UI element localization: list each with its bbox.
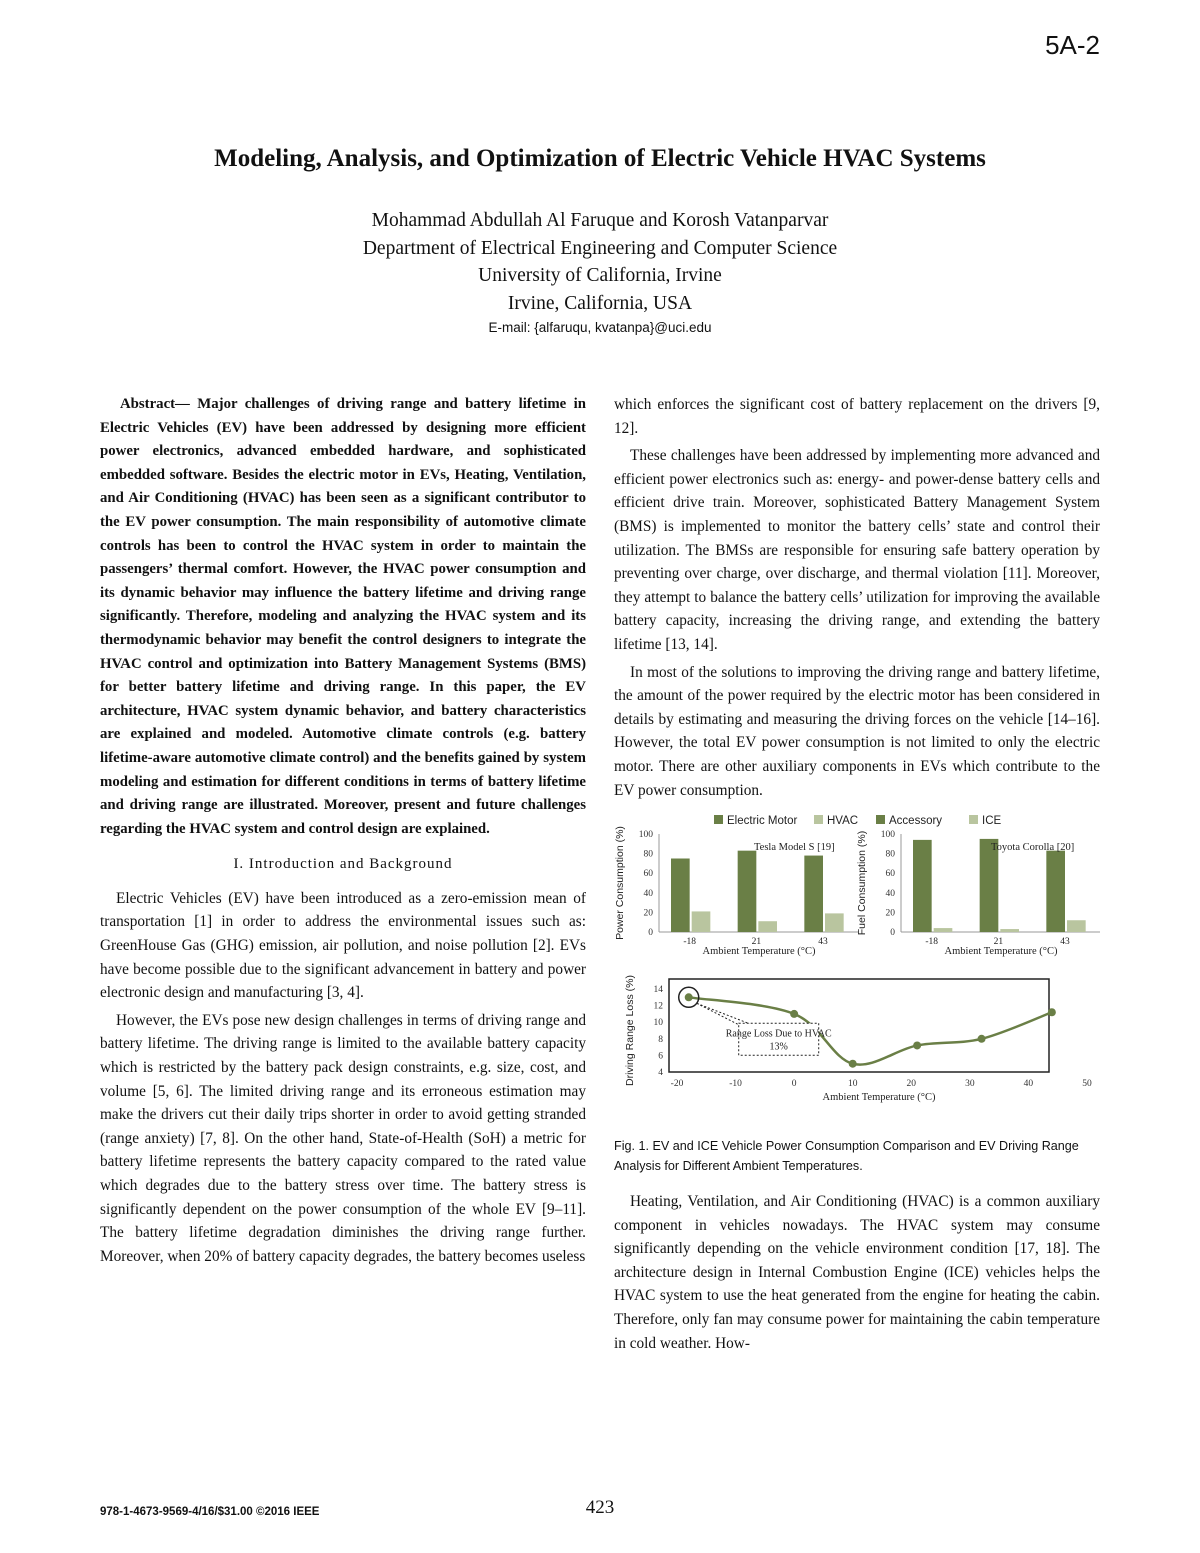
y-tick-label: 20 bbox=[885, 908, 895, 919]
x-tick-label: 0 bbox=[791, 1079, 797, 1090]
figure-1 bbox=[614, 812, 1100, 1132]
y-tick-label: 80 bbox=[643, 849, 653, 860]
y-tick-label: 6 bbox=[658, 1051, 663, 1062]
bar bbox=[913, 840, 932, 932]
body-paragraph: Heating, Ventilation, and Air Conditioning (HVAC) is a common auxiliary component in vehicles nowadays. The HVAC system may consume significantly depending on the vehicle environment condition [17, 18]. The architecture design in Internal Combustion Engine (ICE) vehicles helps the HVAC system to use the heat generated from the engine for heating the cabin. Therefore, only fan may consume power for maintaining the cabin temperature in cold weather. How- bbox=[614, 1193, 1100, 1352]
bar bbox=[825, 913, 844, 932]
x-tick-label: -20 bbox=[670, 1079, 684, 1090]
body-paragraph: However, the EVs pose new design challenges in terms of driving range and battery lifetime. The driving range is limited to the available battery capacity which is restricted by the battery pack design constraints, e.g. size, cost, and volume [5, 6]. The limited driving range and its erroneous estimation may make the drivers cut their daily trips shorter in order to avoid getting stranded (range anxiety) [7, 8]. On the other hand, State-of-Health (SoH) a metric for battery lifetime represents the battery capacity compared to the rated value which degrades due to the battery stress over time. The battery stress is significantly dependent on the power consumption of the whole EV [9–11]. The battery lifetime degradation diminishes the driving range further. Moreover, when 20% of battery capacity degrades, the battery becomes useless bbox=[100, 1011, 586, 1265]
page-number: 423 bbox=[585, 1497, 615, 1518]
bar bbox=[738, 851, 757, 932]
x-tick-label: -18 bbox=[925, 937, 939, 948]
isbn-footer: 978-1-4673-9569-4/16/$31.00 ©2016 IEEE bbox=[100, 1506, 320, 1518]
body-paragraph: which enforces the significant cost of battery replacement on the drivers [9, 12]. bbox=[614, 396, 1100, 437]
data-point bbox=[790, 1010, 798, 1018]
y-tick-label: 4 bbox=[658, 1068, 663, 1079]
legend-swatch bbox=[814, 815, 823, 824]
y-tick-label: 10 bbox=[653, 1018, 663, 1029]
annotation-text: Range Loss Due to HVAC bbox=[725, 1028, 832, 1040]
y-tick-label: 0 bbox=[648, 928, 653, 939]
bar bbox=[1067, 920, 1086, 932]
plot-frame bbox=[669, 979, 1049, 1072]
paper-title: Modeling, Analysis, and Optimization of Electric Vehicle HVAC Systems bbox=[214, 145, 986, 172]
bar bbox=[934, 928, 953, 932]
x-axis-label: Ambient Temperature (°C) bbox=[822, 1092, 936, 1104]
x-tick-label: 43 bbox=[818, 937, 828, 948]
x-tick-label: 21 bbox=[751, 937, 762, 948]
y-tick-label: 100 bbox=[880, 830, 895, 841]
data-point bbox=[1048, 1008, 1056, 1016]
bar bbox=[671, 859, 690, 933]
body-paragraph: These challenges have been addressed by implementing more advanced and efficient power electronics such as: energy- and power-dense battery cells and efficient drive train. Moreover, sophisticated Battery Management System (BMS) is implemented to monitor the battery cells’ state and control their utilization. The BMSs are responsible for ensuring safe battery operation by preventing over charge, over discharge, and thermal violation [11]. Moreover, they attempt to balance the battery cells’ utilization for improving the available battery capacity, increasing the driving range, and extending the battery lifetime [13, 14]. bbox=[614, 447, 1100, 653]
y-axis-label: Driving Range Loss (%) bbox=[624, 975, 636, 1087]
bar bbox=[1000, 929, 1019, 932]
x-tick-label: -10 bbox=[729, 1079, 742, 1090]
legend-swatch bbox=[876, 815, 885, 824]
legend-label: Electric Motor bbox=[727, 815, 798, 828]
x-tick-label: 10 bbox=[847, 1079, 858, 1090]
data-point bbox=[849, 1060, 857, 1068]
y-axis-label: Power Consumption (%) bbox=[614, 826, 626, 940]
left-column bbox=[100, 393, 586, 1268]
author-block bbox=[0, 207, 1200, 339]
data-point bbox=[978, 1035, 986, 1043]
legend-label: Accessory bbox=[889, 815, 943, 828]
data-point bbox=[913, 1042, 921, 1050]
x-tick-label: 21 bbox=[993, 937, 1004, 948]
annotation-text: 13% bbox=[769, 1041, 788, 1053]
bar bbox=[692, 912, 711, 933]
author-dept: Department of Electrical Engineering and Computer Science bbox=[362, 237, 838, 259]
author-names: Mohammad Abdullah Al Faruque and Korosh Vatanparvar bbox=[371, 210, 829, 231]
author-univ: University of California, Irvine bbox=[478, 265, 722, 286]
y-axis-label: Fuel Consumption (%) bbox=[856, 830, 868, 936]
figure-caption: Fig. 1. EV and ICE Vehicle Power Consumption Comparison and EV Driving Range Analysis for Different Ambient Temperatures. bbox=[614, 1139, 1079, 1174]
session-code: 5A-2 bbox=[1045, 30, 1100, 60]
figure-1-chart bbox=[614, 812, 1100, 1132]
bar bbox=[804, 856, 823, 932]
y-tick-label: 12 bbox=[653, 1001, 663, 1012]
right-column bbox=[614, 393, 1100, 1355]
section-heading: I. Introduction and Background bbox=[233, 856, 453, 873]
y-tick-label: 20 bbox=[643, 908, 653, 919]
chart-title: Tesla Model S [19] bbox=[754, 842, 835, 854]
y-tick-label: 60 bbox=[643, 869, 653, 880]
bar bbox=[1046, 851, 1065, 932]
y-tick-label: 60 bbox=[885, 869, 895, 880]
y-tick-label: 80 bbox=[885, 849, 895, 860]
x-axis-label: Ambient Temperature (°C) bbox=[944, 946, 1058, 958]
author-location: Irvine, California, USA bbox=[507, 292, 693, 314]
body-paragraph: Electric Vehicles (EV) have been introduced as a zero-emission mean of transportation [1] in order to address the environmental issues such as: GreenHouse Gas (GHG) emission, air pollution, and noise pollution [2]. EVs have become possible due to the significant advancement in battery and power electronic design and manufacturing [3, 4]. bbox=[100, 889, 586, 1002]
x-tick-label: -18 bbox=[683, 937, 697, 948]
legend-swatch bbox=[714, 815, 723, 824]
y-tick-label: 100 bbox=[638, 830, 653, 841]
x-axis-label: Ambient Temperature (°C) bbox=[702, 946, 816, 958]
legend-label: ICE bbox=[982, 815, 1002, 828]
y-tick-label: 40 bbox=[643, 888, 653, 899]
y-tick-label: 40 bbox=[885, 888, 895, 899]
abstract: Abstract— Major challenges of driving range and battery lifetime in Electric Vehicles (EV) have been addressed by designing more efficient power electronics, advanced embedded hardware, and sophisticated embedded software. Besides the electric motor in EVs, Heating, Ventilation, and Air Conditioning (HVAC) has been seen as a significant contributor to the EV power consumption. The main responsibility of automotive climate controls has been to control the HVAC system in order to maintain the passengers’ thermal comfort. However, the HVAC power consumption and its dynamic behavior may influence the battery lifetime and driving range significantly. Therefore, modeling and analyzing the HVAC system and its thermodynamic behavior may benefit the control designers to integrate the HVAC control and optimization into Battery Management Systems (BMS) for better battery lifetime and driving range. In this paper, the EV architecture, HVAC system dynamic behavior, and battery characteristics are explained and modeled. Automotive climate controls (e.g. battery lifetime-aware automotive climate control) and the benefits gained by system modeling and estimation for different conditions in terms of battery lifetime and driving range are illustrated. Moreover, present and future challenges regarding the HVAC system and control design are explained. bbox=[100, 396, 586, 837]
y-tick-label: 0 bbox=[890, 928, 895, 939]
legend-label: HVAC bbox=[827, 815, 859, 828]
author-email: E-mail: {alfaruqu, kvatanpa}@uci.edu bbox=[488, 320, 712, 335]
x-tick-label: 43 bbox=[1060, 937, 1070, 948]
x-tick-label: 30 bbox=[965, 1079, 975, 1090]
y-tick-label: 14 bbox=[653, 985, 663, 996]
chart-title: Toyota Corolla [20] bbox=[991, 842, 1075, 854]
legend-swatch bbox=[969, 815, 978, 824]
data-point bbox=[685, 993, 693, 1001]
x-tick-label: 40 bbox=[1023, 1079, 1034, 1090]
x-tick-label: 50 bbox=[1082, 1079, 1092, 1090]
bar bbox=[758, 921, 777, 932]
body-paragraph: In most of the solutions to improving the driving range and battery lifetime, the amount of the power required by the electric motor has been considered in details by estimating and measuring the driving forces on the vehicle [14–16]. However, the total EV power consumption is not limited to only the electric motor. There are other auxiliary components in EVs which contribute to the EV power consumption. bbox=[614, 663, 1100, 799]
x-tick-label: 20 bbox=[906, 1079, 917, 1090]
y-tick-label: 8 bbox=[658, 1034, 663, 1045]
